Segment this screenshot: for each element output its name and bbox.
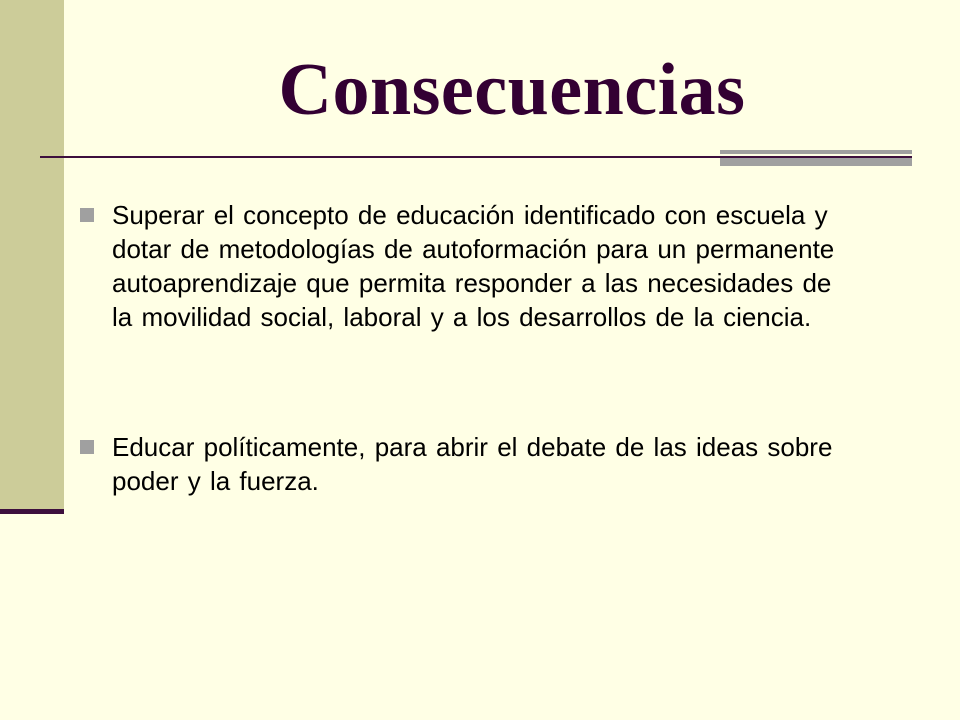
square-bullet-icon [80, 440, 94, 454]
bullet-text: Educar políticamente, para abrir el debate de las ideas sobre poder y la fuerza. [112, 432, 833, 496]
slide-title: Consecuencias [278, 49, 746, 131]
title-rule [40, 156, 912, 158]
bullet-item [78, 430, 858, 498]
bullet-list [78, 198, 858, 498]
square-bullet-icon [80, 208, 94, 222]
left-accent-line [0, 509, 64, 514]
title-rule-accent [720, 150, 912, 166]
left-sidebar-decoration [0, 0, 64, 512]
bullet-text: Superar el concepto de educación identificado con escuela y dotar de metodologías de autoformación para un permanente autoaprendizaje que permita responder a las necesidades de la movilidad social, laboral y a los desarrollos de la ciencia. [112, 200, 835, 332]
bullet-item [78, 198, 858, 334]
